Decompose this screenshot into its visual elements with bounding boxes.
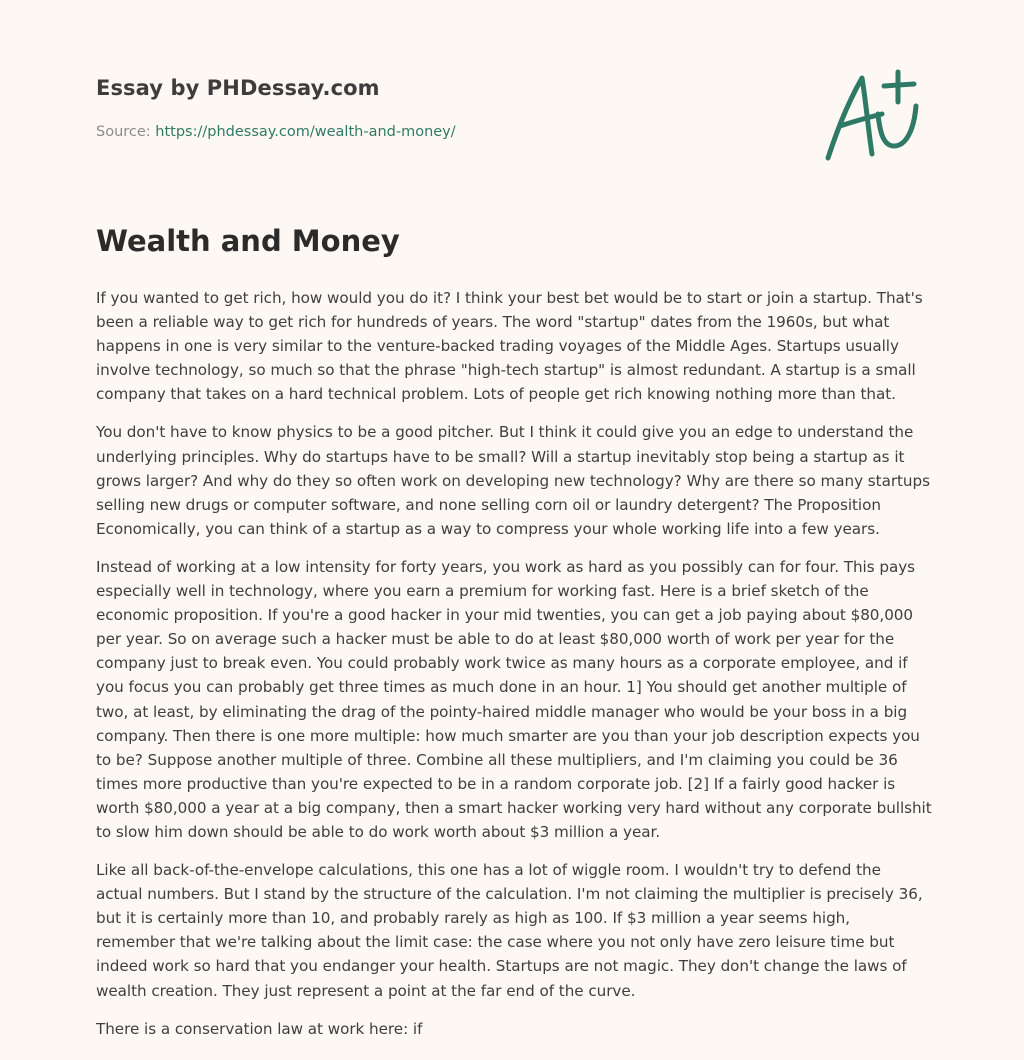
source-label: Source:	[96, 124, 151, 140]
paragraph: There is a conservation law at work here: if	[96, 1019, 423, 1038]
article-body	[96, 286, 932, 1055]
a-plus-logo-icon	[822, 66, 926, 166]
brand-title: Essay by PHDessay.com	[96, 76, 380, 100]
source-line	[96, 124, 456, 140]
article-title: Wealth and Money	[96, 224, 400, 258]
paragraph: Instead of working at a low intensity for forty years, you work as hard as you possibly can for four. This pays especially well in technology, where you earn a premium for working fast. Here is a brief sketch of the economic proposition. If you're a good hacker in your mid twenties, you can get a job paying about $80,000 per year. So on average such a hacker must be able to do at least $80,000 worth of work per year for the company just to break even. You could probably work twice as many hours as a corporate employee, and if you focus you can probably get three times as much done in an hour. 1] You should get another multiple of two, at least, by eliminating the drag of the pointy-haired middle manager who would be your boss in a big company. Then there is one more multiple: how much smarter are you than your job description expects you to be? Suppose another multiple of three. Combine all these multipliers, and I'm claiming you could be 36 times more productive than you're expected to be in a random corporate job. [2] If a fairly good hacker is worth $80,000 a year at a big company, then a smart hacker working very hard without any corporate bullshit to slow him down should be able to do work worth about $3 million a year.	[96, 557, 932, 841]
paragraph: If you wanted to get rich, how would you do it? I think your best bet would be to start or join a startup. That's been a reliable way to get rich for hundreds of years. The word "startup" dates from the 1960s, but what happens in one is very similar to the venture-backed trading voyages of the Middle Ages. Startups usually involve technology, so much so that the phrase "high-tech startup" is almost redundant. A startup is a small company that takes on a hard technical problem. Lots of people get rich knowing nothing more than that.	[96, 289, 923, 404]
paragraph: Like all back-of-the-envelope calculations, this one has a lot of wiggle room. I wouldn't try to defend the actual numbers. But I stand by the structure of the calculation. I'm not claiming the multiplier is precisely 36, but it is certainly more than 10, and probably rarely as high as 100. If $3 million a year seems high, remember that we're talking about the limit case: the case where you not only have zero leisure time but indeed work so hard that you endanger your health. Startups are not magic. They don't change the laws of wealth creation. They just represent a point at the far end of the curve.	[96, 861, 923, 1000]
source-link[interactable]: https://phdessay.com/wealth-and-money/	[155, 124, 456, 140]
paragraph: You don't have to know physics to be a good pitcher. But I think it could give you an edge to understand the underlying principles. Why do startups have to be small? Will a startup inevitably stop being a startup as it grows larger? And why do they so often work on developing new technology? Why are there so many startups selling new drugs or computer software, and none selling corn oil or laundry detergent? The Proposition Economically, you can think of a startup as a way to compress your whole working life into a few years.	[96, 423, 930, 538]
